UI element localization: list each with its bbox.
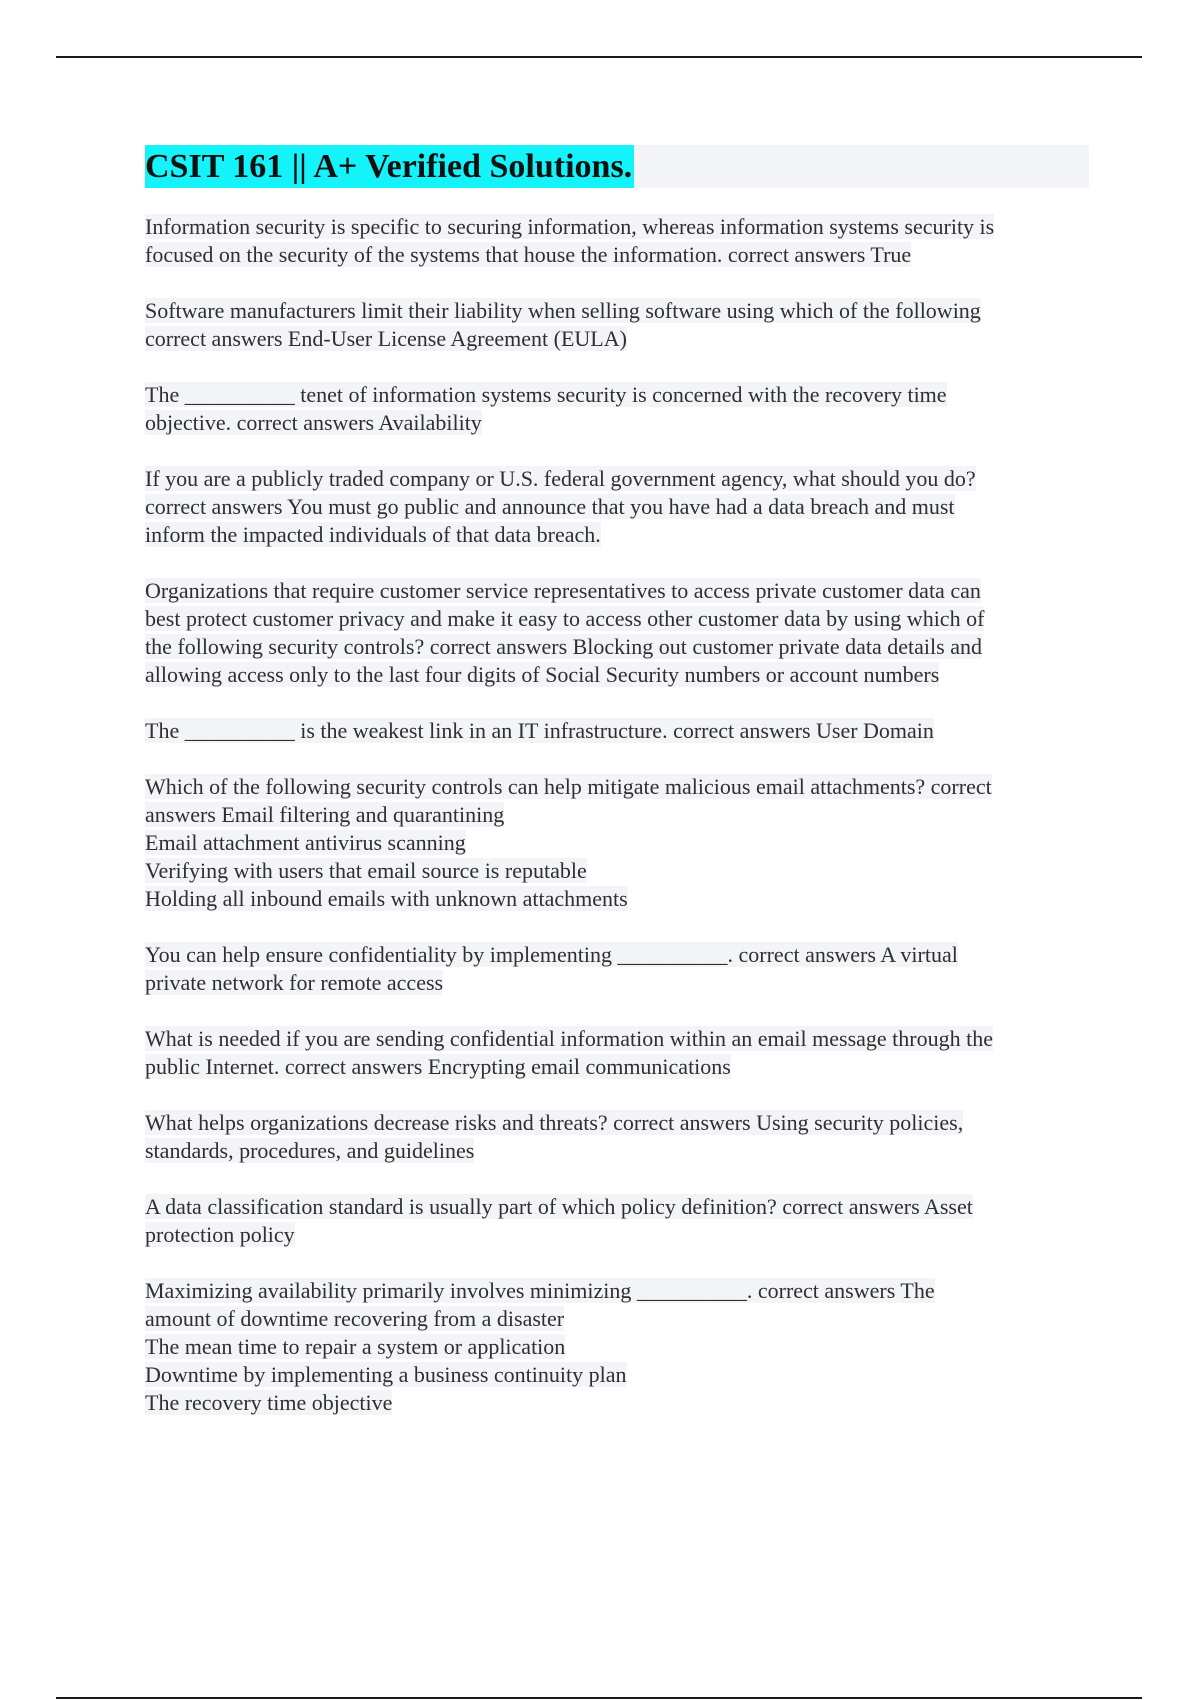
qa-item [145,773,1085,913]
qa-line [145,409,1085,437]
qa-line-text: correct answers End-User License Agreement (EULA) [145,326,627,351]
qa-line-text: amount of downtime recovering from a disaster [145,1306,565,1331]
qa-line [145,493,1085,521]
qa-line [145,325,1085,353]
qa-line-text: What is needed if you are sending confidential information within an email message through the [145,1026,993,1051]
qa-line-text: allowing access only to the last four digits of Social Security numbers or account numbers [145,662,940,687]
qa-line [145,1137,1085,1165]
qa-line [145,717,1085,745]
qa-line [145,773,1085,801]
qa-line [145,297,1085,325]
qa-line-text: If you are a publicly traded company or U.S. federal government agency, what should you do? [145,466,976,491]
qa-item [145,1025,1085,1081]
qa-line [145,661,1085,689]
qa-item [145,577,1085,689]
qa-line [145,241,1085,269]
qa-line [145,1053,1085,1081]
qa-line [145,213,1085,241]
qa-item [145,465,1085,549]
qa-line-text: objective. correct answers Availability [145,410,482,435]
qa-line-text: correct answers You must go public and announce that you have had a data breach and must [145,494,955,519]
qa-item [145,1109,1085,1165]
qa-line [145,1389,1085,1417]
qa-line-text: Verifying with users that email source is reputable [145,858,587,883]
qa-item [145,1193,1085,1249]
qa-line [145,801,1085,829]
qa-line-text: Maximizing availability primarily involves minimizing __________. correct answers The [145,1278,935,1303]
qa-item [145,297,1085,353]
qa-item [145,941,1085,997]
qa-line [145,465,1085,493]
qa-line [145,885,1085,913]
qa-line-text: What helps organizations decrease risks and threats? correct answers Using security policies, [145,1110,964,1135]
qa-line-text: A data classification standard is usually part of which policy definition? correct answers Asset [145,1194,973,1219]
qa-line-text: The __________ is the weakest link in an IT infrastructure. correct answers User Domain [145,718,934,743]
qa-line [145,605,1085,633]
qa-list [145,213,1085,1445]
qa-line [145,633,1085,661]
title-row [145,145,1089,188]
qa-item [145,1277,1085,1417]
qa-line-text: the following security controls? correct answers Blocking out customer private data details and [145,634,982,659]
qa-item [145,717,1085,745]
qa-line [145,1109,1085,1137]
qa-line [145,1333,1085,1361]
qa-line-text: public Internet. correct answers Encrypting email communications [145,1054,731,1079]
qa-line [145,381,1085,409]
qa-line [145,1025,1085,1053]
qa-line-text: Organizations that require customer service representatives to access private customer data can [145,578,981,603]
qa-line [145,1193,1085,1221]
qa-line [145,857,1085,885]
top-rule [56,56,1142,58]
document-title: CSIT 161 || A+ Verified Solutions. [145,145,634,188]
bottom-rule [56,1697,1142,1699]
qa-line-text: inform the impacted individuals of that data breach. [145,522,601,547]
qa-line-text: The __________ tenet of information systems security is concerned with the recovery time [145,382,947,407]
qa-line-text: The mean time to repair a system or application [145,1334,566,1359]
qa-line [145,969,1085,997]
qa-line [145,829,1085,857]
qa-line-text: Holding all inbound emails with unknown attachments [145,886,628,911]
qa-item [145,381,1085,437]
qa-line-text: standards, procedures, and guidelines [145,1138,475,1163]
qa-line [145,1277,1085,1305]
qa-line-text: Software manufacturers limit their liability when selling software using which of the following [145,298,981,323]
qa-line-text: Information security is specific to securing information, whereas information systems security is [145,214,995,239]
qa-line-text: The recovery time objective [145,1390,393,1415]
qa-line [145,577,1085,605]
qa-line-text: Which of the following security controls can help mitigate malicious email attachments? correct [145,774,992,799]
qa-line [145,1361,1085,1389]
qa-line-text: best protect customer privacy and make it easy to access other customer data by using which of [145,606,985,631]
qa-line-text: Downtime by implementing a business continuity plan [145,1362,627,1387]
qa-line-text: You can help ensure confidentiality by implementing __________. correct answers A virtual [145,942,958,967]
qa-line-text: protection policy [145,1222,295,1247]
qa-line-text: focused on the security of the systems that house the information. correct answers True [145,242,912,267]
qa-line [145,521,1085,549]
qa-item [145,213,1085,269]
qa-line-text: answers Email filtering and quarantining [145,802,505,827]
qa-line-text: private network for remote access [145,970,444,995]
qa-line-text: Email attachment antivirus scanning [145,830,466,855]
qa-line [145,1221,1085,1249]
qa-line [145,941,1085,969]
qa-line [145,1305,1085,1333]
